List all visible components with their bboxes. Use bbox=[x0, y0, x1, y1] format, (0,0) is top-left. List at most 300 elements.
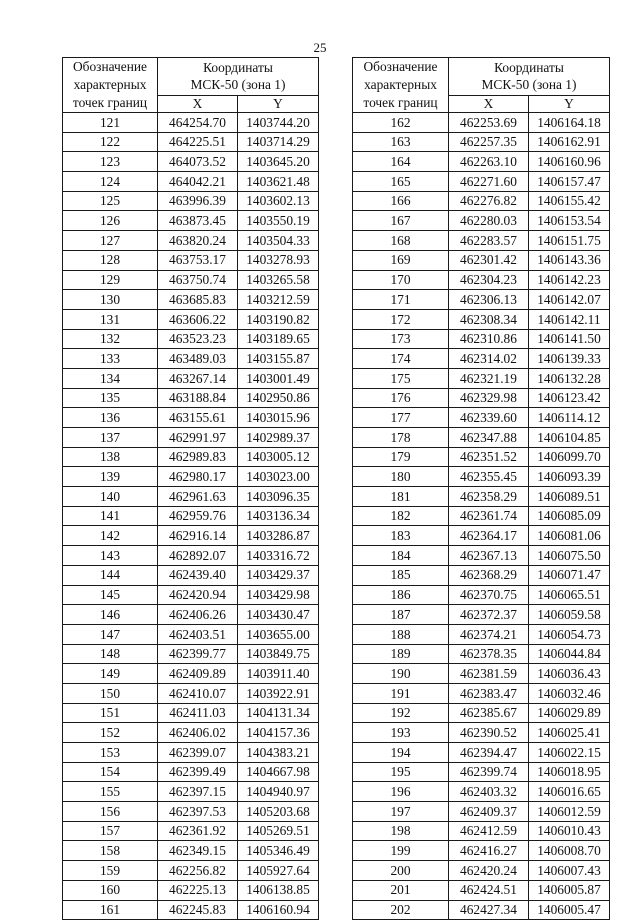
point-number-cell: 161 bbox=[63, 900, 158, 920]
y-coordinate-cell: 1403001.49 bbox=[238, 368, 319, 388]
x-coordinate-cell: 463996.39 bbox=[158, 191, 238, 211]
point-number-cell: 187 bbox=[353, 605, 449, 625]
point-number-cell: 194 bbox=[353, 743, 449, 763]
point-label-line: характерных bbox=[364, 77, 437, 92]
y-coordinate-cell: 1406151.75 bbox=[529, 231, 610, 251]
y-coordinate-cell: 1406005.87 bbox=[529, 880, 610, 900]
x-coordinate-cell: 462378.35 bbox=[449, 644, 529, 664]
x-coordinate-cell: 462403.32 bbox=[449, 782, 529, 802]
point-number-cell: 192 bbox=[353, 703, 449, 723]
table-row bbox=[63, 211, 319, 231]
x-coordinate-cell: 462399.49 bbox=[158, 762, 238, 782]
x-coordinate-cell: 462892.07 bbox=[158, 546, 238, 566]
point-number-cell: 141 bbox=[63, 506, 158, 526]
x-coordinate-cell: 462329.98 bbox=[449, 388, 529, 408]
table-body-right bbox=[353, 113, 610, 920]
table-row bbox=[63, 762, 319, 782]
table-row bbox=[353, 152, 610, 172]
y-coordinate-cell: 1406153.54 bbox=[529, 211, 610, 231]
table-row bbox=[353, 565, 610, 585]
point-number-cell: 148 bbox=[63, 644, 158, 664]
table-row bbox=[63, 408, 319, 428]
table-row bbox=[63, 349, 319, 369]
y-coordinate-cell: 1403023.00 bbox=[238, 467, 319, 487]
y-coordinate-cell: 1406160.96 bbox=[529, 152, 610, 172]
table-row bbox=[353, 743, 610, 763]
y-coordinate-cell: 1405269.51 bbox=[238, 821, 319, 841]
point-number-cell: 176 bbox=[353, 388, 449, 408]
point-number-cell: 189 bbox=[353, 644, 449, 664]
x-coordinate-cell: 462276.82 bbox=[449, 191, 529, 211]
point-number-cell: 195 bbox=[353, 762, 449, 782]
point-label-line: Обозначение bbox=[363, 59, 438, 74]
point-number-cell: 147 bbox=[63, 624, 158, 644]
x-coordinate-cell: 462416.27 bbox=[449, 841, 529, 861]
table-row bbox=[353, 802, 610, 822]
point-label-line: точек границ bbox=[363, 95, 438, 110]
point-number-cell: 145 bbox=[63, 585, 158, 605]
coord-label-line: МСК-50 (зона 1) bbox=[190, 77, 286, 93]
x-coordinate-cell: 462980.17 bbox=[158, 467, 238, 487]
table-row bbox=[353, 506, 610, 526]
x-coordinate-cell: 462308.34 bbox=[449, 309, 529, 329]
y-coordinate-cell: 1406085.09 bbox=[529, 506, 610, 526]
y-coordinate-cell: 1403504.33 bbox=[238, 231, 319, 251]
table-row bbox=[353, 782, 610, 802]
x-coordinate-cell: 462991.97 bbox=[158, 428, 238, 448]
point-number-cell: 186 bbox=[353, 585, 449, 605]
point-label-line: точек границ bbox=[72, 95, 148, 110]
point-number-cell: 199 bbox=[353, 841, 449, 861]
x-coordinate-cell: 462399.77 bbox=[158, 644, 238, 664]
table-row bbox=[353, 841, 610, 861]
x-coordinate-cell: 462409.37 bbox=[449, 802, 529, 822]
y-coordinate-cell: 1406071.47 bbox=[529, 565, 610, 585]
y-coordinate-cell: 1406132.28 bbox=[529, 368, 610, 388]
y-coordinate-cell: 1406139.33 bbox=[529, 349, 610, 369]
x-coordinate-cell: 462280.03 bbox=[449, 211, 529, 231]
table-row bbox=[63, 231, 319, 251]
point-number-cell: 150 bbox=[63, 683, 158, 703]
y-coordinate-cell: 1406022.15 bbox=[529, 743, 610, 763]
table-row bbox=[63, 309, 319, 329]
x-coordinate-cell: 462368.29 bbox=[449, 565, 529, 585]
x-coordinate-cell: 462406.02 bbox=[158, 723, 238, 743]
y-coordinate-cell: 1404940.97 bbox=[238, 782, 319, 802]
point-number-cell: 142 bbox=[63, 526, 158, 546]
x-coordinate-cell: 462364.17 bbox=[449, 526, 529, 546]
point-number-cell: 153 bbox=[63, 743, 158, 763]
y-coordinate-cell: 1403316.72 bbox=[238, 546, 319, 566]
y-coordinate-cell: 1403286.87 bbox=[238, 526, 319, 546]
y-coordinate-cell: 1406032.46 bbox=[529, 683, 610, 703]
point-number-cell: 152 bbox=[63, 723, 158, 743]
y-coordinate-cell: 1406065.51 bbox=[529, 585, 610, 605]
x-coordinate-cell: 462412.59 bbox=[449, 821, 529, 841]
table-row bbox=[63, 782, 319, 802]
table-row bbox=[353, 546, 610, 566]
coordinate-system-header bbox=[449, 58, 610, 96]
table-row bbox=[353, 329, 610, 349]
point-number-cell: 181 bbox=[353, 487, 449, 507]
x-coordinate-cell: 462390.52 bbox=[449, 723, 529, 743]
x-coordinate-cell: 462367.13 bbox=[449, 546, 529, 566]
table-body-left bbox=[63, 113, 319, 920]
table-row bbox=[353, 309, 610, 329]
y-coordinate-cell: 1403265.58 bbox=[238, 270, 319, 290]
point-number-cell: 159 bbox=[63, 861, 158, 881]
point-number-cell: 200 bbox=[353, 861, 449, 881]
y-column-header: Y bbox=[238, 95, 319, 112]
table-row bbox=[353, 703, 610, 723]
point-number-cell: 183 bbox=[353, 526, 449, 546]
point-number-cell: 154 bbox=[63, 762, 158, 782]
y-coordinate-cell: 1403005.12 bbox=[238, 447, 319, 467]
x-coordinate-cell: 462355.45 bbox=[449, 467, 529, 487]
table-row bbox=[353, 250, 610, 270]
x-coordinate-cell: 462394.47 bbox=[449, 743, 529, 763]
y-coordinate-cell: 1403645.20 bbox=[238, 152, 319, 172]
y-coordinate-cell: 1404157.36 bbox=[238, 723, 319, 743]
x-coordinate-cell: 462424.51 bbox=[449, 880, 529, 900]
x-coordinate-cell: 462372.37 bbox=[449, 605, 529, 625]
table-row bbox=[353, 270, 610, 290]
x-coordinate-cell: 462349.15 bbox=[158, 841, 238, 861]
table-row bbox=[63, 644, 319, 664]
x-coordinate-cell: 462420.94 bbox=[158, 585, 238, 605]
table-row bbox=[63, 802, 319, 822]
x-coordinate-cell: 463267.14 bbox=[158, 368, 238, 388]
y-coordinate-cell: 1406012.59 bbox=[529, 802, 610, 822]
x-coordinate-cell: 462361.92 bbox=[158, 821, 238, 841]
table-row bbox=[63, 270, 319, 290]
table-row bbox=[353, 349, 610, 369]
x-coordinate-cell: 462358.29 bbox=[449, 487, 529, 507]
point-number-cell: 162 bbox=[353, 113, 449, 133]
x-coordinate-cell: 464073.52 bbox=[158, 152, 238, 172]
y-coordinate-cell: 1406016.65 bbox=[529, 782, 610, 802]
table-row bbox=[63, 565, 319, 585]
table-row bbox=[353, 644, 610, 664]
table-row bbox=[353, 605, 610, 625]
y-coordinate-cell: 1403015.96 bbox=[238, 408, 319, 428]
y-coordinate-cell: 1406029.89 bbox=[529, 703, 610, 723]
point-number-cell: 190 bbox=[353, 664, 449, 684]
point-number-cell: 179 bbox=[353, 447, 449, 467]
table-row bbox=[353, 388, 610, 408]
table-row bbox=[63, 526, 319, 546]
coordinate-system-header bbox=[158, 58, 319, 96]
table-row bbox=[353, 408, 610, 428]
point-number-cell: 121 bbox=[63, 113, 158, 133]
table-row bbox=[353, 113, 610, 133]
x-coordinate-cell: 462321.19 bbox=[449, 368, 529, 388]
y-coordinate-cell: 1403212.59 bbox=[238, 290, 319, 310]
x-coordinate-cell: 462271.60 bbox=[449, 172, 529, 192]
x-coordinate-cell: 462253.69 bbox=[449, 113, 529, 133]
y-coordinate-cell: 1402989.37 bbox=[238, 428, 319, 448]
table-row bbox=[63, 821, 319, 841]
point-number-cell: 166 bbox=[353, 191, 449, 211]
x-coordinate-cell: 462225.13 bbox=[158, 880, 238, 900]
y-coordinate-cell: 1403096.35 bbox=[238, 487, 319, 507]
y-coordinate-cell: 1406114.12 bbox=[529, 408, 610, 428]
point-number-cell: 136 bbox=[63, 408, 158, 428]
point-number-cell: 130 bbox=[63, 290, 158, 310]
point-number-cell: 164 bbox=[353, 152, 449, 172]
y-coordinate-cell: 1403849.75 bbox=[238, 644, 319, 664]
point-number-cell: 173 bbox=[353, 329, 449, 349]
table-row bbox=[353, 467, 610, 487]
y-coordinate-cell: 1406093.39 bbox=[529, 467, 610, 487]
point-number-cell: 137 bbox=[63, 428, 158, 448]
table-row bbox=[353, 900, 610, 920]
x-coordinate-cell: 462301.42 bbox=[449, 250, 529, 270]
point-number-cell: 198 bbox=[353, 821, 449, 841]
point-number-cell: 126 bbox=[63, 211, 158, 231]
point-number-cell: 132 bbox=[63, 329, 158, 349]
y-coordinate-cell: 1403602.13 bbox=[238, 191, 319, 211]
table-row bbox=[63, 329, 319, 349]
x-coordinate-cell: 462427.34 bbox=[449, 900, 529, 920]
x-coordinate-cell: 462409.89 bbox=[158, 664, 238, 684]
point-number-cell: 138 bbox=[63, 447, 158, 467]
point-number-cell: 140 bbox=[63, 487, 158, 507]
y-coordinate-cell: 1403744.20 bbox=[238, 113, 319, 133]
point-number-cell: 165 bbox=[353, 172, 449, 192]
y-coordinate-cell: 1403655.00 bbox=[238, 624, 319, 644]
point-number-cell: 129 bbox=[63, 270, 158, 290]
point-label-line: Обозначение bbox=[73, 59, 147, 74]
point-number-cell: 128 bbox=[63, 250, 158, 270]
y-coordinate-cell: 1406075.50 bbox=[529, 546, 610, 566]
x-coordinate-cell: 462406.26 bbox=[158, 605, 238, 625]
point-number-cell: 174 bbox=[353, 349, 449, 369]
y-coordinate-cell: 1403911.40 bbox=[238, 664, 319, 684]
table-row bbox=[353, 821, 610, 841]
x-coordinate-cell: 464225.51 bbox=[158, 132, 238, 152]
y-coordinate-cell: 1406142.07 bbox=[529, 290, 610, 310]
x-coordinate-cell: 462411.03 bbox=[158, 703, 238, 723]
y-coordinate-cell: 1406141.50 bbox=[529, 329, 610, 349]
y-coordinate-cell: 1405203.68 bbox=[238, 802, 319, 822]
table-row bbox=[353, 211, 610, 231]
table-row bbox=[63, 388, 319, 408]
table-row bbox=[63, 428, 319, 448]
point-number-cell: 202 bbox=[353, 900, 449, 920]
point-number-cell: 175 bbox=[353, 368, 449, 388]
x-coordinate-cell: 462399.74 bbox=[449, 762, 529, 782]
point-number-cell: 139 bbox=[63, 467, 158, 487]
table-row bbox=[63, 723, 319, 743]
point-number-cell: 143 bbox=[63, 546, 158, 566]
point-number-cell: 146 bbox=[63, 605, 158, 625]
y-coordinate-cell: 1406143.36 bbox=[529, 250, 610, 270]
x-coordinate-cell: 463606.22 bbox=[158, 309, 238, 329]
table-row bbox=[353, 585, 610, 605]
point-number-cell: 163 bbox=[353, 132, 449, 152]
table-row bbox=[353, 172, 610, 192]
x-coordinate-cell: 462256.82 bbox=[158, 861, 238, 881]
point-label-line: характерных bbox=[73, 77, 147, 92]
point-number-cell: 188 bbox=[353, 624, 449, 644]
y-coordinate-cell: 1406025.41 bbox=[529, 723, 610, 743]
table-row bbox=[63, 861, 319, 881]
table-row bbox=[353, 880, 610, 900]
x-coordinate-cell: 462399.07 bbox=[158, 743, 238, 763]
coordinates-table-right bbox=[352, 57, 610, 920]
x-coordinate-cell: 463750.74 bbox=[158, 270, 238, 290]
y-coordinate-cell: 1406007.43 bbox=[529, 861, 610, 881]
point-number-cell: 156 bbox=[63, 802, 158, 822]
point-number-cell: 122 bbox=[63, 132, 158, 152]
point-number-cell: 197 bbox=[353, 802, 449, 822]
x-coordinate-cell: 462916.14 bbox=[158, 526, 238, 546]
table-row bbox=[63, 624, 319, 644]
y-coordinate-cell: 1406008.70 bbox=[529, 841, 610, 861]
x-coordinate-cell: 462403.51 bbox=[158, 624, 238, 644]
point-number-cell: 167 bbox=[353, 211, 449, 231]
table-row bbox=[353, 368, 610, 388]
point-number-cell: 184 bbox=[353, 546, 449, 566]
table-row bbox=[63, 152, 319, 172]
table-row bbox=[63, 467, 319, 487]
y-coordinate-cell: 1406155.42 bbox=[529, 191, 610, 211]
y-coordinate-cell: 1403189.65 bbox=[238, 329, 319, 349]
table-row bbox=[353, 191, 610, 211]
x-coordinate-cell: 462361.74 bbox=[449, 506, 529, 526]
y-coordinate-cell: 1403550.19 bbox=[238, 211, 319, 231]
x-column-header: X bbox=[449, 95, 529, 112]
table-row bbox=[63, 605, 319, 625]
point-number-cell: 160 bbox=[63, 880, 158, 900]
point-number-cell: 185 bbox=[353, 565, 449, 585]
x-coordinate-cell: 462374.21 bbox=[449, 624, 529, 644]
point-number-cell: 157 bbox=[63, 821, 158, 841]
y-coordinate-cell: 1406162.91 bbox=[529, 132, 610, 152]
table-row bbox=[353, 487, 610, 507]
table-row bbox=[63, 447, 319, 467]
table-row bbox=[63, 743, 319, 763]
x-coordinate-cell: 463820.24 bbox=[158, 231, 238, 251]
y-coordinate-cell: 1406005.47 bbox=[529, 900, 610, 920]
y-coordinate-cell: 1403155.87 bbox=[238, 349, 319, 369]
table-row bbox=[353, 428, 610, 448]
y-coordinate-cell: 1403429.37 bbox=[238, 565, 319, 585]
x-coordinate-cell: 463155.61 bbox=[158, 408, 238, 428]
table-row bbox=[63, 683, 319, 703]
table-row bbox=[63, 841, 319, 861]
table-row bbox=[63, 506, 319, 526]
y-coordinate-cell: 1406044.84 bbox=[529, 644, 610, 664]
y-coordinate-cell: 1406142.11 bbox=[529, 309, 610, 329]
point-number-cell: 123 bbox=[63, 152, 158, 172]
x-coordinate-cell: 462263.10 bbox=[449, 152, 529, 172]
y-coordinate-cell: 1404131.34 bbox=[238, 703, 319, 723]
y-coordinate-cell: 1406157.47 bbox=[529, 172, 610, 192]
table-row bbox=[63, 703, 319, 723]
y-coordinate-cell: 1406018.95 bbox=[529, 762, 610, 782]
table-row bbox=[63, 250, 319, 270]
point-number-cell: 177 bbox=[353, 408, 449, 428]
table-row bbox=[353, 861, 610, 881]
x-coordinate-cell: 462283.57 bbox=[449, 231, 529, 251]
table-row bbox=[353, 231, 610, 251]
table-row bbox=[63, 900, 319, 920]
point-number-cell: 127 bbox=[63, 231, 158, 251]
point-number-cell: 180 bbox=[353, 467, 449, 487]
y-coordinate-cell: 1406059.58 bbox=[529, 605, 610, 625]
point-number-cell: 193 bbox=[353, 723, 449, 743]
table-row bbox=[63, 546, 319, 566]
y-coordinate-cell: 1403190.82 bbox=[238, 309, 319, 329]
point-number-cell: 172 bbox=[353, 309, 449, 329]
y-coordinate-cell: 1403429.98 bbox=[238, 585, 319, 605]
point-number-cell: 158 bbox=[63, 841, 158, 861]
point-number-cell: 196 bbox=[353, 782, 449, 802]
y-coordinate-cell: 1403922.91 bbox=[238, 683, 319, 703]
table-row bbox=[63, 132, 319, 152]
x-coordinate-cell: 462385.67 bbox=[449, 703, 529, 723]
x-coordinate-cell: 462347.88 bbox=[449, 428, 529, 448]
x-coordinate-cell: 462959.76 bbox=[158, 506, 238, 526]
table-row bbox=[353, 723, 610, 743]
x-coordinate-cell: 463489.03 bbox=[158, 349, 238, 369]
x-coordinate-cell: 463873.45 bbox=[158, 211, 238, 231]
x-coordinate-cell: 462310.86 bbox=[449, 329, 529, 349]
point-number-cell: 151 bbox=[63, 703, 158, 723]
table-row bbox=[353, 624, 610, 644]
table-row bbox=[353, 762, 610, 782]
y-coordinate-cell: 1403714.29 bbox=[238, 132, 319, 152]
x-coordinate-cell: 462410.07 bbox=[158, 683, 238, 703]
point-number-cell: 149 bbox=[63, 664, 158, 684]
x-coordinate-cell: 463188.84 bbox=[158, 388, 238, 408]
point-number-cell: 144 bbox=[63, 565, 158, 585]
point-number-cell: 182 bbox=[353, 506, 449, 526]
coord-label-line: Координаты bbox=[203, 60, 273, 76]
x-coordinate-cell: 462381.59 bbox=[449, 664, 529, 684]
point-label-header bbox=[63, 58, 158, 113]
table-row bbox=[353, 132, 610, 152]
x-coordinate-cell: 462245.83 bbox=[158, 900, 238, 920]
y-coordinate-cell: 1406099.70 bbox=[529, 447, 610, 467]
table-row bbox=[63, 172, 319, 192]
point-number-cell: 171 bbox=[353, 290, 449, 310]
y-coordinate-cell: 1403430.47 bbox=[238, 605, 319, 625]
x-coordinate-cell: 462304.23 bbox=[449, 270, 529, 290]
coord-label-line: МСК-50 (зона 1) bbox=[481, 77, 577, 93]
point-number-cell: 168 bbox=[353, 231, 449, 251]
y-coordinate-cell: 1405927.64 bbox=[238, 861, 319, 881]
x-coordinate-cell: 462339.60 bbox=[449, 408, 529, 428]
point-number-cell: 201 bbox=[353, 880, 449, 900]
y-coordinate-cell: 1406123.42 bbox=[529, 388, 610, 408]
point-number-cell: 125 bbox=[63, 191, 158, 211]
point-number-cell: 131 bbox=[63, 309, 158, 329]
table-row bbox=[353, 683, 610, 703]
coord-label-line: Координаты bbox=[494, 60, 564, 76]
y-coordinate-cell: 1403621.48 bbox=[238, 172, 319, 192]
x-coordinate-cell: 464042.21 bbox=[158, 172, 238, 192]
table-row bbox=[63, 880, 319, 900]
x-coordinate-cell: 462257.35 bbox=[449, 132, 529, 152]
point-number-cell: 170 bbox=[353, 270, 449, 290]
x-coordinate-cell: 462370.75 bbox=[449, 585, 529, 605]
point-number-cell: 191 bbox=[353, 683, 449, 703]
point-number-cell: 133 bbox=[63, 349, 158, 369]
x-coordinate-cell: 463523.23 bbox=[158, 329, 238, 349]
